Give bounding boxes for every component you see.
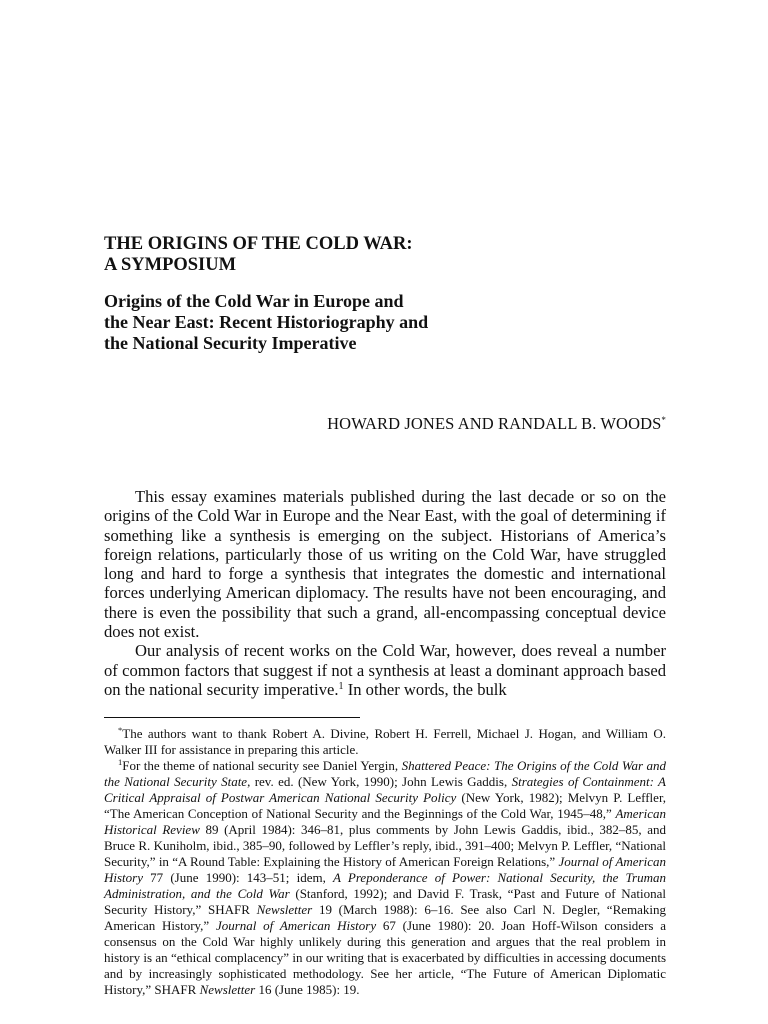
symposium-title-line-1: THE ORIGINS OF THE COLD WAR: (104, 234, 413, 254)
footnote-1-citation-title: Strategies of Containment: A Critical Appraisal of Postwar American National Security Policy (104, 774, 666, 805)
footnote-star-marker: * (118, 725, 123, 735)
footnote-1-marker: 1 (118, 757, 123, 767)
body-paragraph-2-text: Our analysis of recent works on the Cold War, however, does reveal a number of common factors that suggest if not a synthesis at least a dominant approach based on the national security imperative. (104, 641, 666, 699)
footnote-1-text: (Stanford, 1992); and David F. Trask, “Past and Future of National Security History,” SHAFR (104, 886, 667, 917)
footnote-1-citation-title: Shattered Peace: The Origins of the Cold War and the National Security State (104, 758, 666, 789)
body-paragraph-1: This essay examines materials published during the last decade or so on the origins of the Cold War in Europe and the Near East, with the goal of determining if something like a synthesis is emerging on the subject. Historians of America’s foreign relations, particularly those of us writing on the Cold War, have struggled long and hard to forge a synthesis that integrates the domestic and international forces underlying American diplomacy. The results have not been encouraging, and there is even the possibility that such a grand, all-encompassing conceptual device does not exist. (104, 487, 666, 642)
footnote-1-text: For the theme of national security see Daniel Yergin, (122, 758, 402, 773)
body-paragraph-2-continuation: In other words, the bulk (343, 679, 507, 699)
article-title-line-2: the Near East: Recent Historiography and (104, 312, 429, 332)
footnote-1-citation-title: Newsletter (256, 902, 313, 917)
footnote-1-text: (New York, 1982); Melvyn P. Leffler, “The American Conception of National Security and the Beginnings of the Cold War, 1945–48,” (104, 790, 667, 821)
footnote-1-text: 89 (April 1984): 346–81, plus comments by John Lewis Gaddis, ibid., 382–85, and Bruce R. Kuniholm, ibid., 385–90, followed by Leffler’s reply, ibid., 391–400; Melvyn P. Leffler, “National Security,” in “A Round Table: Explaining the History of American Foreign Relations,” (104, 822, 667, 869)
footnote-star (104, 726, 666, 758)
body-paragraph-2 (104, 641, 666, 699)
symposium-title (104, 234, 664, 276)
footnotes (104, 726, 666, 998)
article-title-line-3: the National Security Imperative (104, 333, 357, 353)
footnote-1-citation-title: Journal of American History (104, 854, 666, 885)
footnote-1-text: 19 (March 1988): 6–16. See also Carl N. Degler, “Remaking American History,” (104, 902, 667, 933)
footnote-1-citation-title: Newsletter (199, 982, 256, 997)
footnote-1-citation-title: A Preponderance of Power: National Security, the Truman Administration, and the Cold War (104, 870, 666, 901)
footnote-divider (104, 717, 360, 718)
author-byline (104, 410, 666, 434)
footnote-1-text: , rev. ed. (New York, 1990); John Lewis Gaddis, (247, 774, 512, 789)
symposium-title-line-2: A SYMPOSIUM (104, 255, 237, 275)
article-title (104, 291, 664, 354)
article-title-line-1: Origins of the Cold War in Europe and (104, 291, 404, 311)
footnote-1-text: 77 (June 1990): 143–51; idem, (143, 870, 334, 885)
author-names: HOWARD JONES AND RANDALL B. WOODS (327, 414, 662, 433)
footnote-1-text: 67 (June 1980): 20. Joan Hoff-Wilson considers a consensus on the Cold War highly unlikely during this generation and argues that the real problem in history is an “ethical complacency” in our writing that is exacerbated by difficulties in accessing documents and by increasingly sophisticated methodology. See her article, “The Future of American Diplomatic History,” SHAFR (104, 918, 666, 997)
author-footnote-marker: * (661, 415, 666, 425)
footnote-ref-1: 1 (338, 680, 344, 692)
footnote-1-citation-title: Journal of American History (215, 918, 377, 933)
article-body (104, 487, 666, 699)
footnote-1-text: 16 (June 1985): 19. (255, 982, 360, 997)
footnote-1 (104, 758, 666, 998)
footnote-1-citation-title: American Historical Review (104, 806, 666, 837)
footnote-star-text: The authors want to thank Robert A. Divine, Robert H. Ferrell, Michael J. Hogan, and William O. Walker III for assistance in preparing this article. (104, 726, 666, 757)
